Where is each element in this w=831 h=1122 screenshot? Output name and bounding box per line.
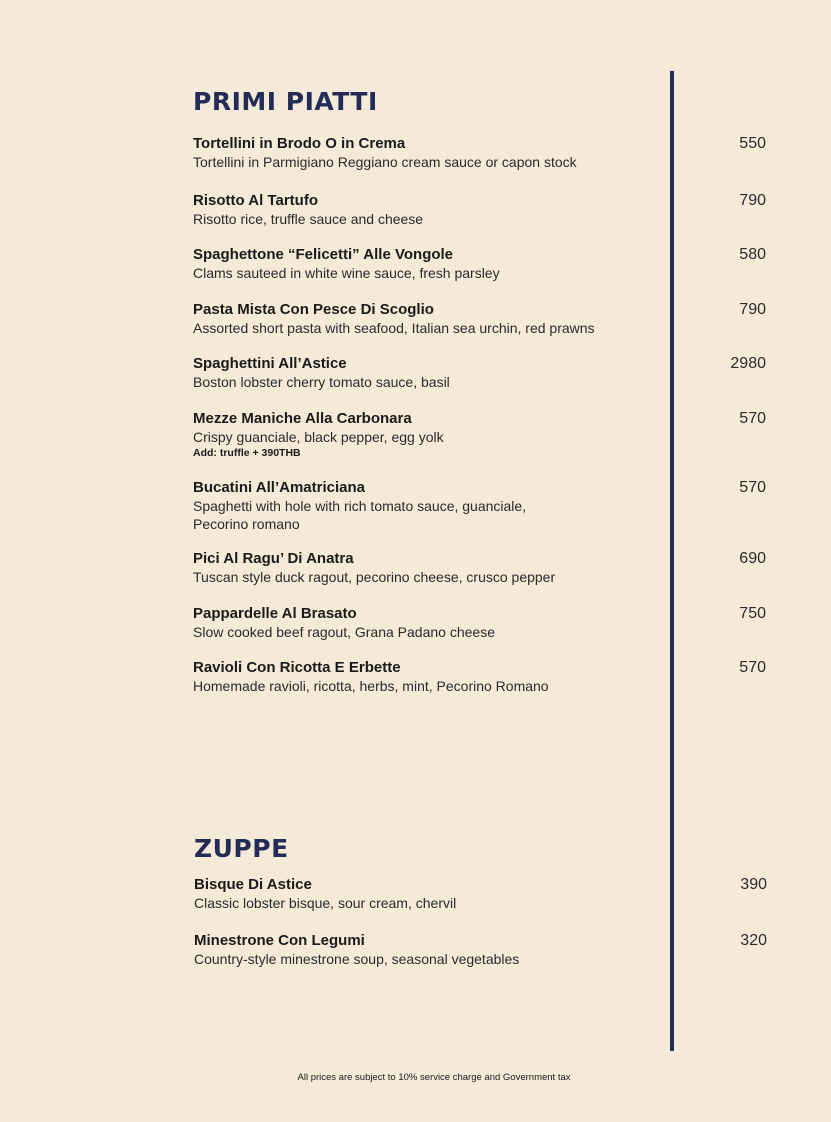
item-name: Spaghettone “Felicetti” Alle Vongole (193, 246, 454, 263)
menu-item-spaghettini (193, 355, 768, 391)
item-description: Clams sauteed in white wine sauce, fresh parsley (193, 265, 500, 281)
item-addon: Add: truffle + 390THB (193, 447, 301, 459)
item-price: 750 (739, 605, 766, 622)
menu-item-bisque (194, 876, 769, 912)
item-description: Assorted short pasta with seafood, Italian sea urchin, red prawns (193, 320, 595, 336)
item-price: 320 (740, 932, 767, 949)
item-price: 550 (739, 135, 766, 152)
item-description: Crispy guanciale, black pepper, egg yolk (193, 429, 444, 445)
item-description: Country-style minestrone soup, seasonal vegetables (194, 951, 520, 967)
item-name: Pappardelle Al Brasato (193, 605, 357, 622)
item-price: 580 (739, 246, 766, 263)
item-price: 790 (739, 192, 766, 209)
item-description: Risotto rice, truffle sauce and cheese (193, 211, 424, 227)
menu-item-minestrone (194, 932, 769, 968)
menu-item-pici (193, 550, 768, 586)
menu-item-ravioli (193, 659, 768, 695)
item-name: Tortellini in Brodo O in Crema (193, 135, 406, 152)
item-description: Tuscan style duck ragout, pecorino cheese, crusco pepper (193, 569, 556, 585)
item-price: 2980 (730, 355, 766, 372)
item-description: Homemade ravioli, ricotta, herbs, mint, Pecorino Romano (193, 678, 549, 694)
item-price: 570 (739, 410, 766, 427)
item-price: 570 (739, 659, 766, 676)
item-name: Spaghettini All’Astice (193, 355, 347, 372)
section-title-zuppe: ZUPPE (194, 834, 289, 863)
menu-item-risotto (193, 192, 768, 228)
item-price: 790 (739, 301, 766, 318)
item-name: Ravioli Con Ricotta E Erbette (193, 659, 401, 676)
item-name: Bisque Di Astice (194, 876, 312, 893)
menu-item-carbonara (193, 410, 768, 460)
item-description: Boston lobster cherry tomato sauce, basil (193, 374, 450, 390)
menu-item-amatriciana (193, 479, 768, 533)
item-description: Slow cooked beef ragout, Grana Padano cheese (193, 624, 495, 640)
item-price: 690 (739, 550, 766, 567)
menu-item-pasta-mista (193, 301, 768, 337)
menu-item-pappardelle (193, 605, 768, 641)
item-name: Bucatini All’Amatriciana (193, 479, 365, 496)
menu-item-tortellini (193, 135, 768, 171)
item-description: Tortellini in Parmigiano Reggiano cream sauce or capon stock (193, 154, 577, 170)
footer-note: All prices are subject to 10% service charge and Government tax (297, 1072, 571, 1083)
item-description: Spaghetti with hole with rich tomato sauce, guanciale, (193, 498, 527, 514)
item-name: Minestrone Con Legumi (194, 932, 365, 949)
item-name: Mezze Maniche Alla Carbonara (193, 410, 412, 427)
section-title-primi-piatti: PRIMI PIATTI (193, 87, 378, 116)
item-name: Pasta Mista Con Pesce Di Scoglio (193, 301, 434, 318)
item-description: Classic lobster bisque, sour cream, chervil (194, 895, 457, 911)
menu-item-spaghettone (193, 246, 768, 282)
item-description-line-2: Pecorino romano (193, 516, 300, 532)
item-name: Pici Al Ragu’ Di Anatra (193, 550, 354, 567)
item-price: 570 (739, 479, 766, 496)
item-name: Risotto Al Tartufo (193, 192, 318, 209)
item-price: 390 (740, 876, 767, 893)
